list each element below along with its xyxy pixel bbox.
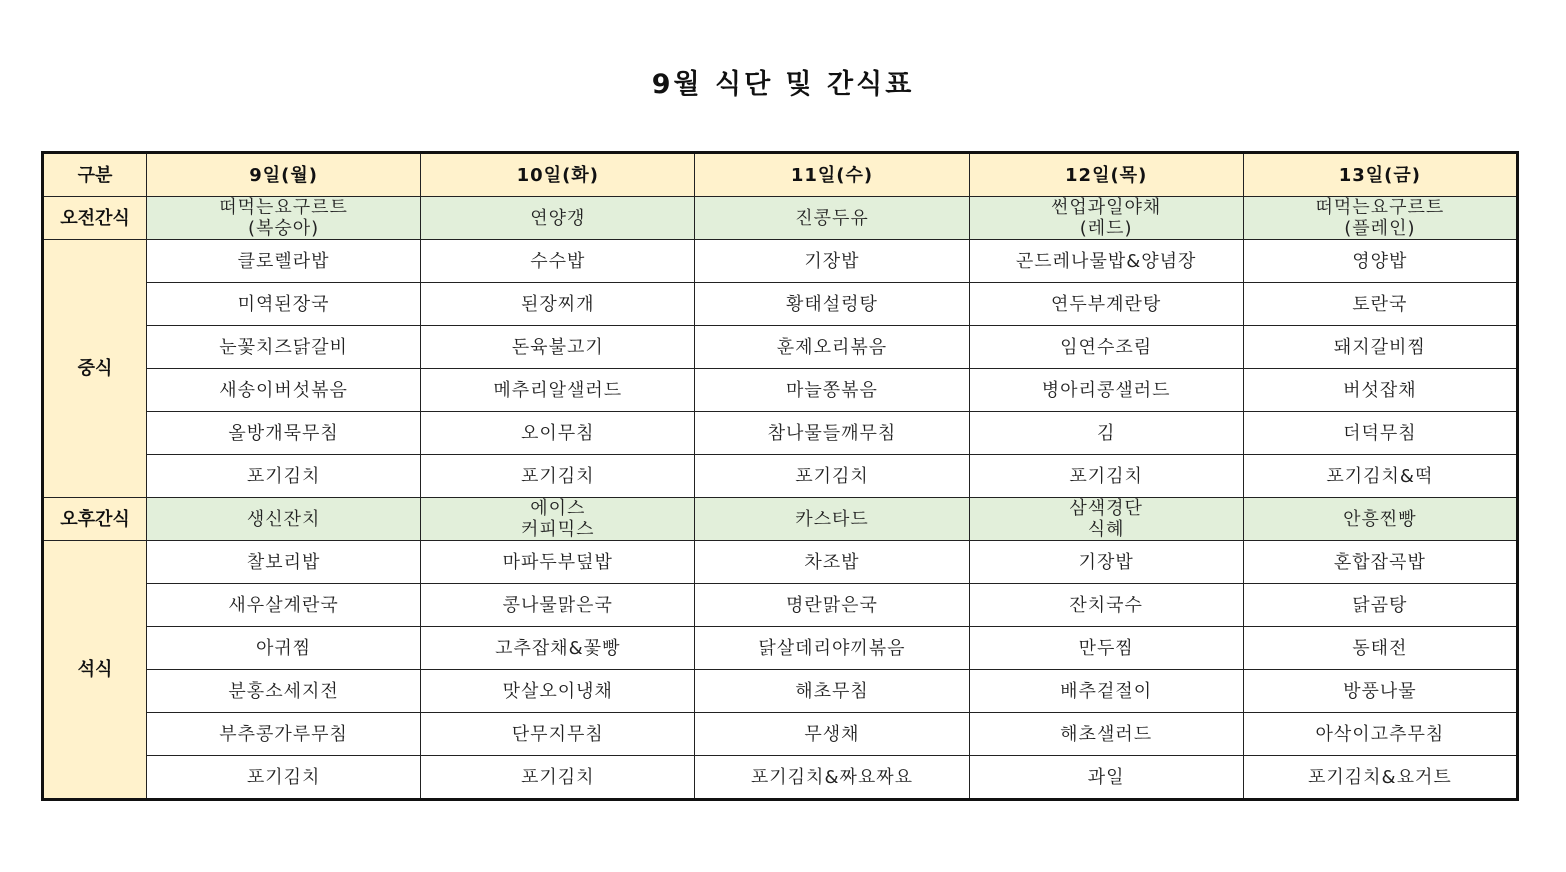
- page-title: 9월 식단 및 간식표: [651, 69, 915, 100]
- header-row: [43, 153, 1518, 197]
- menu-cell: 버섯잡채: [1243, 369, 1517, 412]
- menu-cell: 아삭이고추무침: [1243, 713, 1517, 756]
- afternoon-snack-row: [43, 498, 1518, 541]
- menu-cell: 토란국: [1243, 283, 1517, 326]
- menu-cell: 포기김치: [969, 455, 1243, 498]
- menu-cell: 동태전: [1243, 627, 1517, 670]
- snack-cell: [421, 498, 695, 541]
- menu-cell: 차조밥: [695, 541, 969, 584]
- menu-cell: 잔치국수: [969, 584, 1243, 627]
- menu-cell: 훈제오리볶음: [695, 326, 969, 369]
- menu-cell: 기장밥: [969, 541, 1243, 584]
- menu-cell: 수수밥: [421, 240, 695, 283]
- menu-cell: 해초무침: [695, 670, 969, 713]
- menu-cell: 콩나물맑은국: [421, 584, 695, 627]
- menu-cell: 방풍나물: [1243, 670, 1517, 713]
- menu-cell: 포기김치: [147, 756, 421, 800]
- day-header: 10일(화): [421, 153, 695, 197]
- snack-cell: 카스타드: [695, 498, 969, 541]
- menu-cell: 임연수조림: [969, 326, 1243, 369]
- snack-cell: 연양갱: [421, 197, 695, 240]
- menu-cell: 포기김치&떡: [1243, 455, 1517, 498]
- dinner-row: [43, 756, 1518, 800]
- menu-cell: 병아리콩샐러드: [969, 369, 1243, 412]
- menu-cell: 해초샐러드: [969, 713, 1243, 756]
- morning-snack-row: [43, 197, 1518, 240]
- menu-cell: 영양밥: [1243, 240, 1517, 283]
- menu-cell: 참나물들깨무침: [695, 412, 969, 455]
- menu-item-line: 커피믹스: [521, 519, 595, 540]
- menu-cell: 닭곰탕: [1243, 584, 1517, 627]
- menu-cell: 돈육불고기: [421, 326, 695, 369]
- menu-item-line: (레드): [1079, 218, 1133, 239]
- snack-cell: [147, 197, 421, 240]
- menu-cell: 눈꽃치즈닭갈비: [147, 326, 421, 369]
- category-label: 오후간식: [43, 498, 147, 541]
- menu-cell: 과일: [969, 756, 1243, 800]
- menu-cell: 새우살계란국: [147, 584, 421, 627]
- dinner-row: [43, 670, 1518, 713]
- dinner-row: [43, 627, 1518, 670]
- lunch-row: [43, 369, 1518, 412]
- menu-cell: 분홍소세지전: [147, 670, 421, 713]
- menu-cell: 마파두부덮밥: [421, 541, 695, 584]
- menu-cell: 부추콩가루무침: [147, 713, 421, 756]
- menu-item-line: 썬업과일야채: [1050, 197, 1162, 218]
- menu-cell: 포기김치&요거트: [1243, 756, 1517, 800]
- meal-schedule-table: [41, 151, 1519, 801]
- lunch-row: [43, 412, 1518, 455]
- menu-cell: 무생채: [695, 713, 969, 756]
- menu-item-line: (플레인): [1344, 218, 1416, 239]
- menu-item-line: 떠먹는요구르트: [1315, 197, 1445, 218]
- menu-cell: 혼합잡곡밥: [1243, 541, 1517, 584]
- lunch-row: [43, 283, 1518, 326]
- day-header: 9일(월): [147, 153, 421, 197]
- menu-cell: 아귀찜: [147, 627, 421, 670]
- snack-cell: [969, 498, 1243, 541]
- menu-cell: 연두부계란탕: [969, 283, 1243, 326]
- dinner-row: [43, 584, 1518, 627]
- category-label: 중식: [43, 240, 147, 498]
- lunch-row: [43, 240, 1518, 283]
- menu-cell: 명란맑은국: [695, 584, 969, 627]
- menu-cell: 메추리알샐러드: [421, 369, 695, 412]
- menu-cell: 포기김치: [421, 756, 695, 800]
- menu-cell: 황태설렁탕: [695, 283, 969, 326]
- menu-cell: 배추겉절이: [969, 670, 1243, 713]
- menu-cell: 돼지갈비찜: [1243, 326, 1517, 369]
- menu-cell: 클로렐라밥: [147, 240, 421, 283]
- day-header: 11일(수): [695, 153, 969, 197]
- menu-cell: 더덕무침: [1243, 412, 1517, 455]
- menu-cell: 포기김치&짜요짜요: [695, 756, 969, 800]
- dinner-row: [43, 713, 1518, 756]
- day-header: 13일(금): [1243, 153, 1517, 197]
- snack-cell: 안흥찐빵: [1243, 498, 1517, 541]
- day-header: 12일(목): [969, 153, 1243, 197]
- menu-item-line: 식혜: [1087, 519, 1125, 540]
- snack-cell: [1243, 197, 1517, 240]
- snack-cell: 생신잔치: [147, 498, 421, 541]
- table-body: [43, 153, 1518, 800]
- menu-item-line: 에이스: [530, 498, 586, 519]
- menu-cell: 기장밥: [695, 240, 969, 283]
- menu-cell: 마늘쫑볶음: [695, 369, 969, 412]
- menu-cell: 단무지무침: [421, 713, 695, 756]
- category-label: 석식: [43, 541, 147, 800]
- menu-cell: 닭살데리야끼볶음: [695, 627, 969, 670]
- snack-cell: [969, 197, 1243, 240]
- category-label: 오전간식: [43, 197, 147, 240]
- lunch-row: [43, 455, 1518, 498]
- menu-item-line: 삼색경단: [1069, 498, 1143, 519]
- menu-cell: 찰보리밥: [147, 541, 421, 584]
- menu-item-line: 떠먹는요구르트: [219, 197, 348, 218]
- menu-cell: 올방개묵무침: [147, 412, 421, 455]
- menu-cell: 곤드레나물밥&양념장: [969, 240, 1243, 283]
- menu-cell: 오이무침: [421, 412, 695, 455]
- lunch-row: [43, 326, 1518, 369]
- menu-cell: 포기김치: [421, 455, 695, 498]
- menu-cell: 새송이버섯볶음: [147, 369, 421, 412]
- menu-cell: 미역된장국: [147, 283, 421, 326]
- corner-header: 구분: [43, 153, 147, 197]
- menu-cell: 김: [969, 412, 1243, 455]
- snack-cell: 진콩두유: [695, 197, 969, 240]
- menu-cell: 고추잡채&꽃빵: [421, 627, 695, 670]
- menu-cell: 포기김치: [695, 455, 969, 498]
- menu-cell: 맛살오이냉채: [421, 670, 695, 713]
- menu-cell: 포기김치: [147, 455, 421, 498]
- dinner-row: [43, 541, 1518, 584]
- menu-item-line: (복숭아): [247, 218, 320, 239]
- menu-cell: 된장찌개: [421, 283, 695, 326]
- menu-cell: 만두찜: [969, 627, 1243, 670]
